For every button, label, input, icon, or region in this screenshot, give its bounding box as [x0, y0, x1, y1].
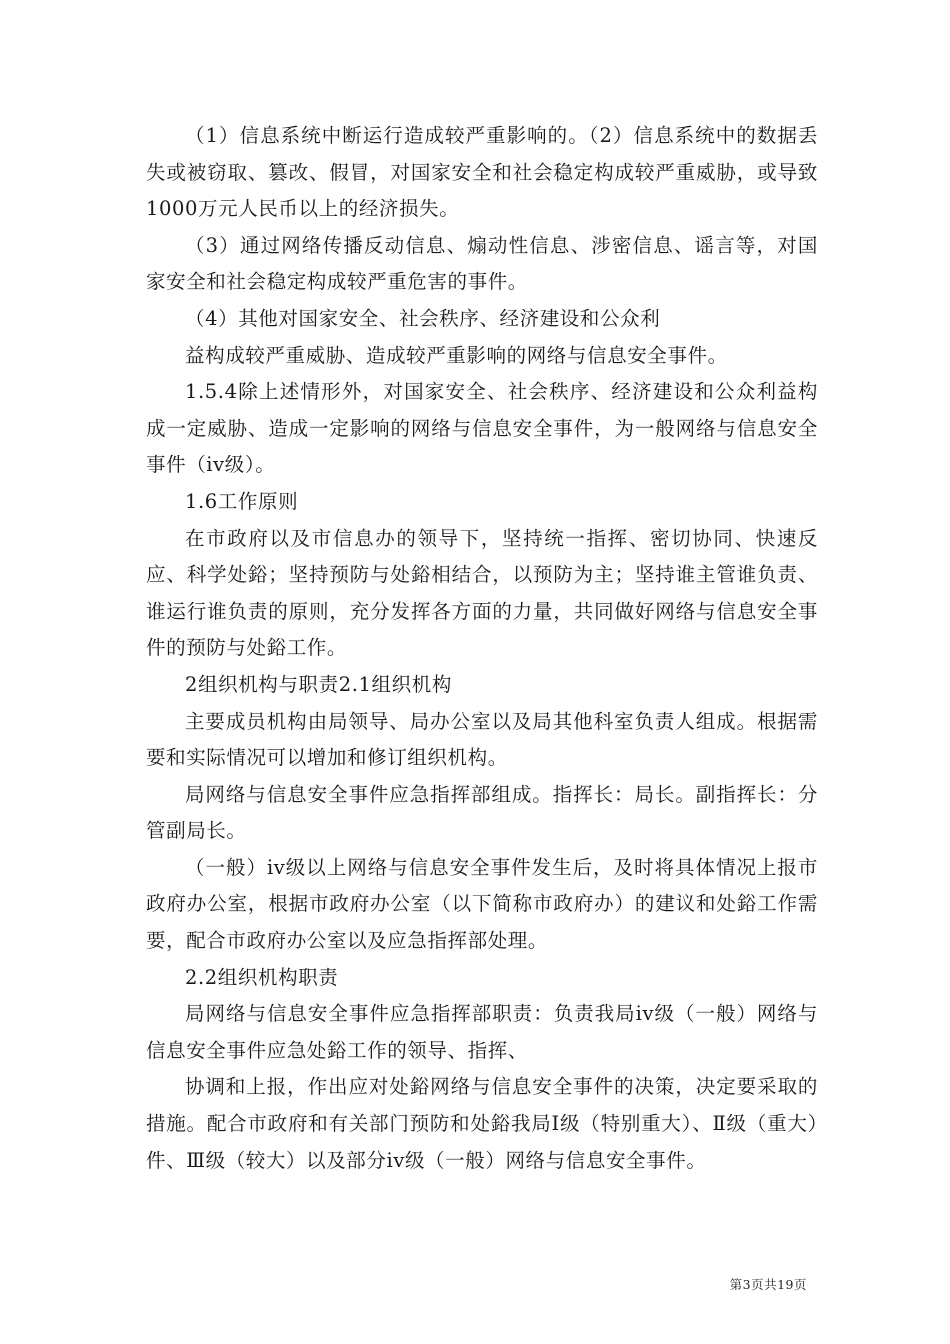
paragraph: （3）通过网络传播反动信息、煽动性信息、涉密信息、谣言等，对国家安全和社会稳定构成较严重危害的事件。	[146, 233, 818, 294]
paragraph: 局网络与信息安全事件应急指挥部职责：负责我局iv级（一般）网络与信息安全事件应急处鋊工作的领导、指挥、	[146, 1002, 818, 1062]
paragraph: （一般）iv级以上网络与信息安全事件发生后，及时将具体情况上报市政府办公室，根据市政府办公室（以下简称市政府办）的建议和处鋊工作需要，配合市政府办公室以及应急指挥部处理。	[146, 855, 818, 953]
paragraph: 局网络与信息安全事件应急指挥部组成。指挥长：局长。副指挥长：分管副局长。	[146, 782, 818, 843]
paragraph: 1.5.4除上述情形外，对国家安全、社会秩序、经济建设和公众利益构成一定威胁、造成一定影响的网络与信息安全事件，为一般网络与信息安全事件（iv级）。	[146, 380, 818, 477]
paragraph: （4）其他对国家安全、社会秩序、经济建设和公众利	[185, 306, 661, 330]
paragraph: （1）信息系统中断运行造成较严重影响的。（2）信息系统中的数据丢失或被窃取、篡改、假冒，对国家安全和社会稳定构成较严重威胁，或导致1000万元人民币以上的经济损失。	[146, 124, 818, 221]
paragraph: 主要成员机构由局领导、局办公室以及局其他科室负责人组成。根据需要和实际情况可以增加和修订组织机构。	[146, 709, 818, 770]
paragraph: 在市政府以及市信息办的领导下，坚持统一指挥、密切协同、快速反应、科学处鋊；坚持预防与处鋊相结合，以预防为主；坚持谁主管谁负责、谁运行谁负责的原则，充分发挥各方面的力量，共同做好网络与信息安全事件的预防与处鋊工作。	[146, 526, 818, 660]
paragraph: 益构成较严重威胁、造成较严重影响的网络与信息安全事件。	[185, 343, 728, 367]
paragraph: 协调和上报，作出应对处鋊网络与信息安全事件的决策，决定要采取的措施。配合市政府和有关部门预防和处鋊我局Ⅰ级（特别重大）、Ⅱ级（重大）件、Ⅲ级（较大）以及部分iv级（一般）网络与信息安全事件。	[146, 1075, 818, 1172]
document-body	[146, 118, 818, 1179]
section-heading: 1.6工作原则	[185, 489, 299, 513]
page-number-footer: 第3页共19页	[729, 1277, 807, 1292]
section-heading: 2.2组织机构职责	[185, 965, 339, 989]
section-heading: 2组织机构与职责2.1组织机构	[185, 672, 452, 696]
